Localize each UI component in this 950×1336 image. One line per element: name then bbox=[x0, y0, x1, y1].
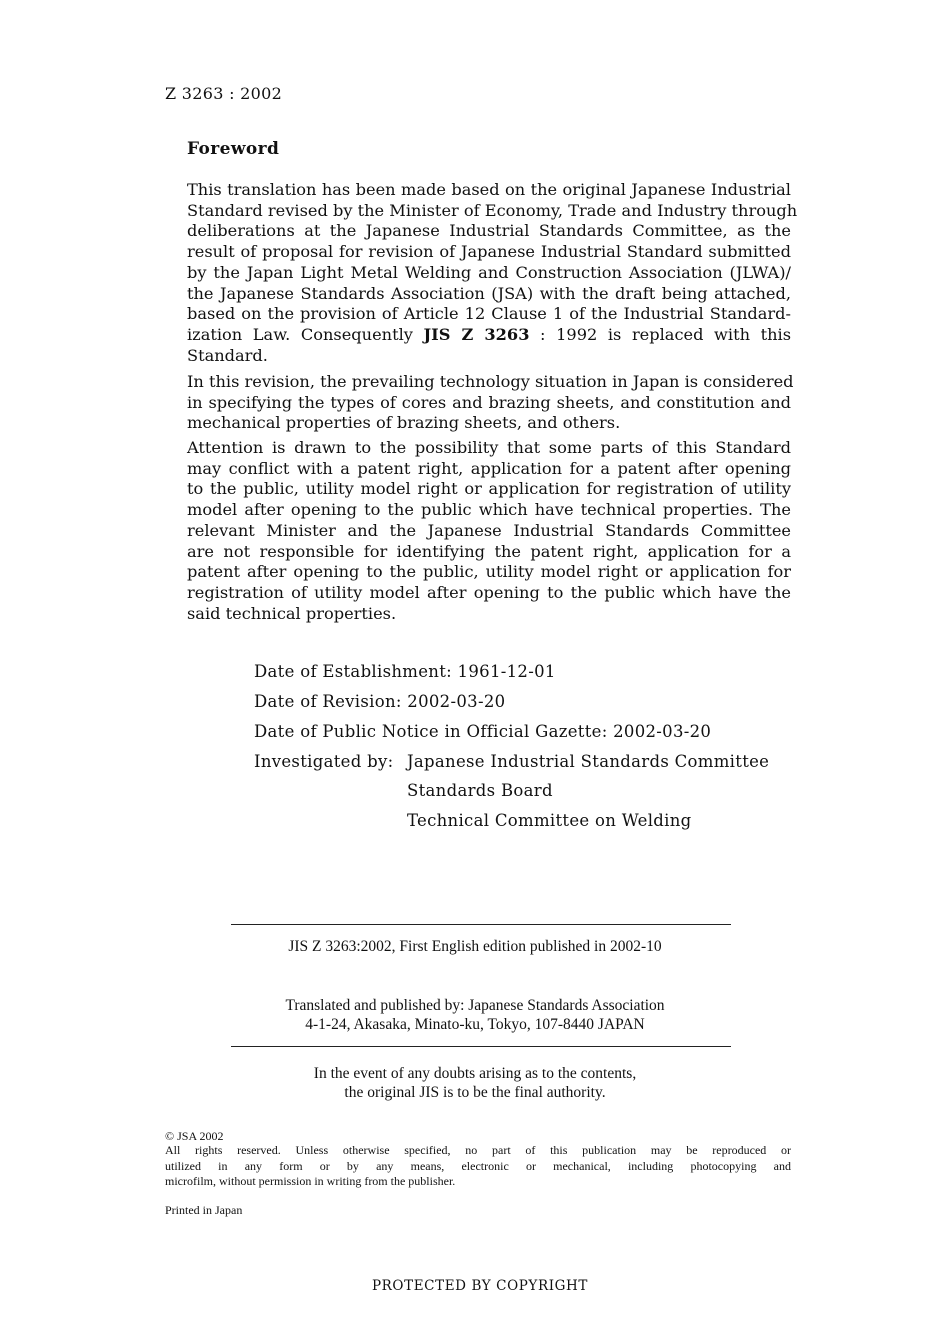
text-line: relevant Minister and the Japanese Industrial Standards Committee bbox=[187, 520, 791, 540]
document-id: Z 3263 : 2002 bbox=[165, 84, 283, 103]
copyright-footer: PROTECTED BY COPYRIGHT bbox=[371, 1278, 589, 1294]
investigated-by-committee: Japanese Industrial Standards Committee bbox=[407, 752, 770, 771]
text-line: deliberations at the Japanese Industrial Standards Committee, as the bbox=[187, 221, 791, 241]
text-line: Attention is drawn to the possibility that some parts of this Standard bbox=[187, 438, 791, 457]
date-of-revision: Date of Revision: 2002-03-20 bbox=[254, 692, 506, 711]
text-line: in specifying the types of cores and brazing sheets, and constitution and bbox=[187, 392, 791, 412]
text-line: utilized in any form or by any means, electronic or mechanical, including photocopying and bbox=[165, 1158, 791, 1173]
text-line: All rights reserved. Unless otherwise specified, no part of this publication may be reproduced or bbox=[165, 1143, 791, 1157]
date-of-public-notice: Date of Public Notice in Official Gazette: 2002-03-20 bbox=[254, 722, 712, 741]
foreword-paragraph-1 bbox=[187, 180, 798, 366]
text-line: by the Japan Light Metal Welding and Construction Association (JLWA)/ bbox=[187, 262, 791, 282]
authority-note-line-1: In the event of any doubts arising as to the contents, bbox=[313, 1065, 637, 1082]
text-fragment: ization Law. Consequently bbox=[187, 324, 424, 344]
edition-statement: JIS Z 3263:2002, First English edition published in 2002-10 bbox=[288, 938, 662, 955]
foreword-paragraph-2 bbox=[187, 372, 794, 434]
foreword-heading: Foreword bbox=[187, 139, 280, 159]
text-line: based on the provision of Article 12 Clause 1 of the Industrial Standard- bbox=[187, 304, 791, 324]
text-line: patent after opening to the public, utility model right or application for bbox=[187, 562, 791, 582]
text-line: may conflict with a patent right, application for a patent after opening bbox=[187, 458, 791, 478]
publisher-address: 4-1-24, Akasaka, Minato-ku, Tokyo, 107-8440 JAPAN bbox=[305, 1016, 645, 1033]
text-line: result of proposal for revision of Japanese Industrial Standard submitted bbox=[187, 242, 791, 262]
text-line: model after opening to the public which have technical properties. The bbox=[187, 500, 791, 520]
text-line: Standard revised by the Minister of Economy, Trade and Industry through bbox=[187, 200, 798, 220]
investigated-by-label: Investigated by: bbox=[254, 752, 394, 771]
copyright-notice: © JSA 2002 bbox=[165, 1129, 224, 1143]
divider-bottom bbox=[231, 1046, 731, 1047]
text-fragment: : 1992 is replaced with this bbox=[529, 324, 792, 344]
text-line: said technical properties. bbox=[187, 603, 397, 623]
text-line: In this revision, the prevailing technology situation in Japan is considered bbox=[187, 372, 794, 391]
date-of-establishment: Date of Establishment: 1961-12-01 bbox=[254, 662, 556, 681]
divider-top bbox=[231, 924, 731, 925]
printed-in: Printed in Japan bbox=[165, 1203, 243, 1217]
text-line: mechanical properties of brazing sheets, and others. bbox=[187, 413, 621, 433]
text-line: Standard. bbox=[187, 345, 268, 365]
foreword-paragraph-3 bbox=[187, 438, 791, 624]
standard-reference: JIS Z 3263 bbox=[423, 324, 530, 344]
investigated-by-technical-committee: Technical Committee on Welding bbox=[407, 811, 692, 830]
text-line: the Japanese Standards Association (JSA) with the draft being attached, bbox=[187, 283, 791, 303]
text-line: are not responsible for identifying the patent right, application for a bbox=[187, 541, 791, 561]
text-line: registration of utility model after opening to the public which have the bbox=[187, 582, 791, 602]
text-line: This translation has been made based on the original Japanese Industrial bbox=[187, 180, 791, 199]
text-line: microfilm, without permission in writing from the publisher. bbox=[165, 1174, 456, 1188]
rights-statement bbox=[165, 1143, 791, 1190]
text-line bbox=[187, 325, 791, 346]
text-line: to the public, utility model right or application for registration of utility bbox=[187, 479, 791, 499]
authority-note-line-2: the original JIS is to be the final authority. bbox=[344, 1084, 606, 1101]
translated-by: Translated and published by: Japanese Standards Association bbox=[285, 997, 665, 1014]
investigated-by-board: Standards Board bbox=[407, 781, 553, 800]
